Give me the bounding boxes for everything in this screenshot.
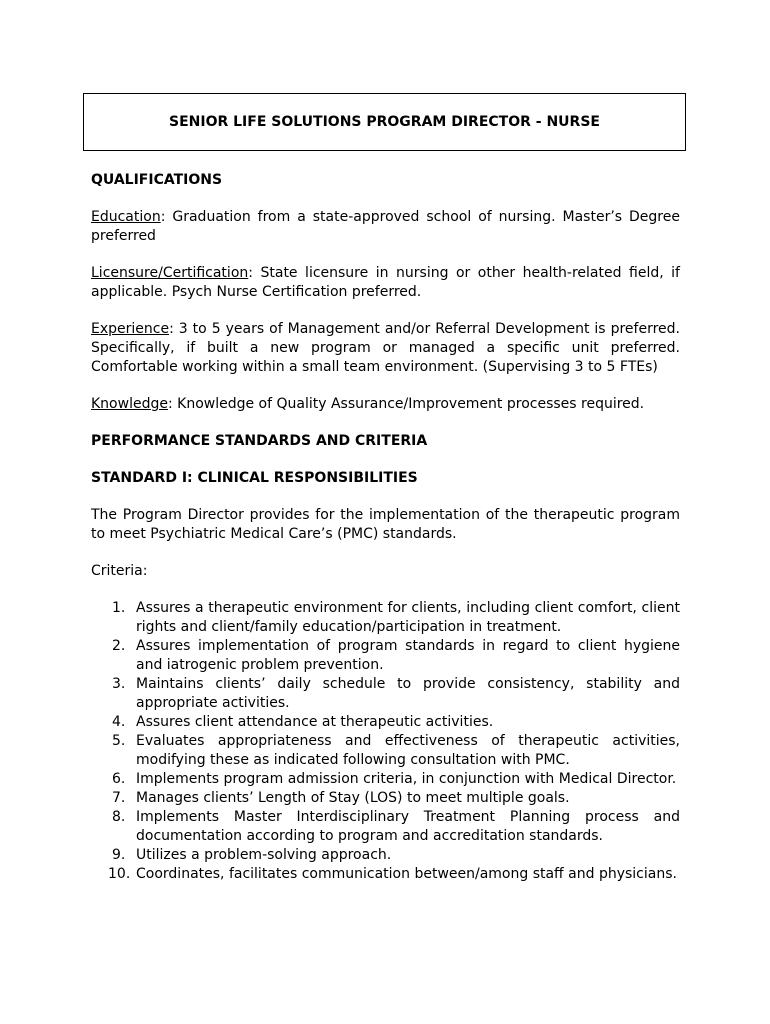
experience-paragraph	[91, 320, 680, 377]
list-item: 4. Assures client attendance at therapeutic activities.	[112, 714, 494, 730]
experience-label: Experience	[91, 321, 170, 337]
qualifications-heading: QUALIFICATIONS	[91, 172, 223, 188]
licensure-paragraph	[91, 264, 680, 302]
list-item: 8. Implements Master Interdisciplinary Treatment Planning process and documentation according to program and accreditation standards.	[112, 809, 680, 844]
document-title: SENIOR LIFE SOLUTIONS PROGRAM DIRECTOR - NURSE	[169, 113, 600, 130]
standard-intro: The Program Director provides for the implementation of the therapeutic program to meet Psychiatric Medical Care’s (PMC) standards.	[91, 507, 680, 542]
list-item: 5. Evaluates appropriateness and effectiveness of therapeutic activities, modifying these as indicated following consultation with PMC.	[112, 733, 680, 768]
list-item: 9. Utilizes a problem-solving approach.	[112, 847, 392, 863]
list-item: 10. Coordinates, facilitates communication between/among staff and physicians.	[108, 866, 677, 882]
education-text: : Graduation from a state-approved school of nursing. Master’s Degree preferred	[91, 209, 680, 244]
list-item: 2. Assures implementation of program standards in regard to client hygiene and iatrogenic problem prevention.	[112, 638, 680, 673]
experience-text: : 3 to 5 years of Management and/or Referral Development is preferred. Specifically, if built a new program or managed a specific unit preferred. Comfortable working within a small team environment. (Supervising 3 to 5 FTEs)	[91, 321, 680, 375]
list-item: 3. Maintains clients’ daily schedule to provide consistency, stability and appropriate activities.	[112, 676, 680, 711]
criteria-list	[91, 599, 680, 884]
list-item: 6. Implements program admission criteria, in conjunction with Medical Director.	[112, 771, 677, 787]
education-label: Education	[91, 209, 161, 225]
licensure-label: Licensure/Certification	[91, 265, 249, 281]
knowledge-label: Knowledge	[91, 396, 168, 412]
title-box	[83, 93, 686, 151]
standard-heading: STANDARD I: CLINICAL RESPONSIBILITIES	[91, 470, 418, 486]
criteria-label: Criteria:	[91, 563, 148, 579]
performance-heading: PERFORMANCE STANDARDS AND CRITERIA	[91, 433, 428, 449]
knowledge-text: : Knowledge of Quality Assurance/Improvement processes required.	[167, 396, 645, 412]
document-page	[91, 93, 680, 884]
education-paragraph	[91, 208, 680, 246]
list-item: 1. Assures a therapeutic environment for clients, including client comfort, client rights and client/family education/participation in treatment.	[112, 600, 680, 635]
licensure-text: : State licensure in nursing or other health-related field, if applicable. Psych Nurse Certification preferred.	[91, 265, 680, 300]
list-item: 7. Manages clients’ Length of Stay (LOS) to meet multiple goals.	[112, 790, 570, 806]
knowledge-paragraph	[91, 395, 680, 414]
